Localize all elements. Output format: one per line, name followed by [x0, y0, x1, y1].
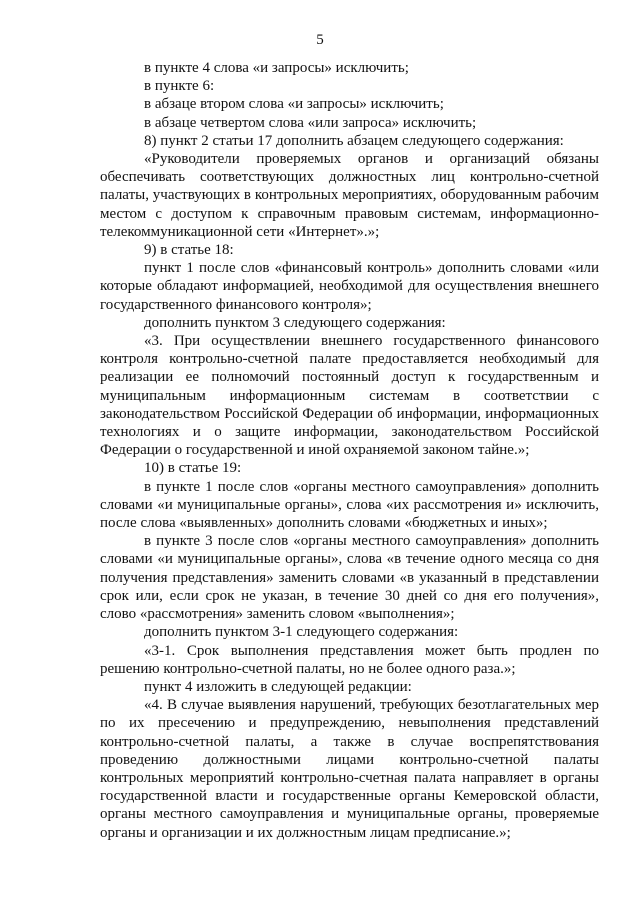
paragraph: в абзаце четвертом слова «или запроса» исключить; [144, 114, 477, 131]
paragraph: пункт 4 изложить в следующей редакции: [144, 678, 412, 695]
paragraph: 8) пункт 2 статьи 17 дополнить абзацем следующего содержания: [144, 132, 564, 149]
paragraph: пункт 1 после слов «финансовый контроль» дополнить словами «или которые обладают информацией, необходимой для осуществления внешнего государственного финансового контроля»; [100, 260, 599, 313]
paragraph: в пункте 3 после слов «органы местного самоуправления» дополнить словами «и муниципальные органы», слова «в течение одного месяца со дня получения представления» заменить словами «в указанный в представлении срок или, если срок не указан, в течение 30 дней со дня его получения», слово «рассмотрения» заменить словом «выполнения»; [100, 533, 599, 623]
paragraph: «Руководители проверяемых органов и организаций обязаны обеспечивать соответствующих должностных лиц контрольно-счетной палаты, участвующих в контрольных мероприятиях, оборудованным рабочим местом с доступом к справочным правовым системам, информационно-телекоммуникационной сети «Интернет».»; [100, 151, 599, 240]
paragraph: в абзаце втором слова «и запросы» исключить; [144, 96, 444, 113]
paragraph: в пункте 4 слова «и запросы» исключить; [144, 60, 409, 76]
paragraph: в пункте 6: [144, 78, 215, 95]
page-number: 5 [316, 32, 324, 48]
paragraph: 9) в статье 18: [144, 242, 234, 259]
paragraph: «3-1. Срок выполнения представления может быть продлен по решению контрольно-счетной палаты, но не более одного раза.»; [100, 642, 599, 677]
document-body [100, 59, 599, 842]
paragraph: «4. В случае выявления нарушений, требующих безотлагательных мер по их пресечению и предупреждению, невыполнения представлений контрольно-счетной палаты, а также в случае воспрепятствования проведению должностными лицами контрольно-счетной палаты контрольных мероприятий контрольно-счетная палата направляет в органы государственной власти и государственные органы Кемеровской области, органы местного самоуправления и муниципальные органы, проверяемые органы и организации и их должностным лицам предписание.»; [100, 697, 599, 841]
paragraph: 10) в статье 19: [144, 460, 242, 477]
paragraph: «3. При осуществлении внешнего государственного финансового контроля контрольно-счетной палате предоставляется необходимый для реализации ее полномочий постоянный доступ к государственным и муниципальным информационным системам в соответствии с законодательством Российской Федерации об информации, информационных технологиях и о защите информации, законодательством Российской Федерации о государственной и иной охраняемой законом тайне.»; [100, 333, 599, 459]
paragraph: дополнить пунктом 3 следующего содержания: [144, 314, 446, 331]
paragraph: в пункте 1 после слов «органы местного самоуправления» дополнить словами «и муниципальные органы», слова «их рассмотрения и» исключить, после слова «выявленных» дополнить словами «бюджетных и иных»; [100, 478, 599, 532]
paragraph: дополнить пунктом 3-1 следующего содержания: [144, 624, 459, 641]
